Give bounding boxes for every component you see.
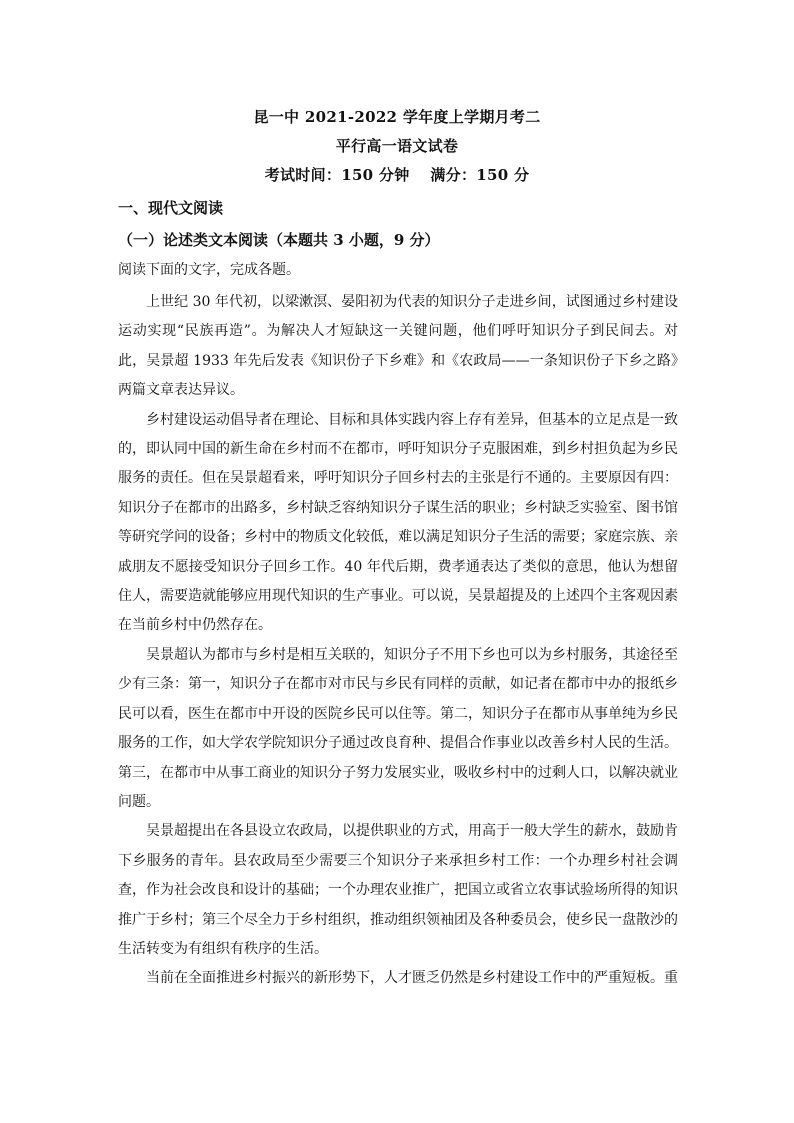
passage-paragraph-5: 当前在全面推进乡村振兴的新形势下，人才匮乏仍然是乡村建设工作中的严重短板。重 xyxy=(146,970,678,987)
section-subheading: （一）论述类文本阅读（本题共 3 小题，9 分） xyxy=(118,231,440,249)
exam-title: 昆一中 2021-2022 学年度上学期月考二 xyxy=(253,108,541,126)
reading-passage xyxy=(118,288,678,994)
exam-info: 考试时间：150 分钟 满分：150 分 xyxy=(264,166,530,184)
section-heading: 一、现代文阅读 xyxy=(118,199,224,217)
exam-subtitle: 平行高一语文试卷 xyxy=(335,137,459,155)
reading-instruction: 阅读下面的文字，完成各题。 xyxy=(118,262,300,278)
passage-paragraph-3: 吴景超认为都市与乡村是相互关联的，知识分子不用下乡也可以为乡村服务，其途径至少有三条：第一，知识分子在都市对市民与乡民有同样的贡献，如记者在都市中办的报纸乡民可以看，医生在都市中开设的医院乡民可以住等。第二，知识分子在都市从事单纯为乡民服务的工作，如大学农学院知识分子通过改良育种、提倡合作事业以改善乡村人民的生活。第三，在都市中从事工商业的知识分子努力发展实业，吸收乡村中的过剩人口，以解决就业问题。 xyxy=(118,646,678,810)
passage-paragraph-1: 上世纪 30 年代初，以梁漱溟、晏阳初为代表的知识分子走进乡间，试图通过乡村建设运动实现“民族再造”。为解决人才短缺这一关键问题，他们呼吁知识分子到民间去。对此，吴景超 1933 年先后发表《知识份子下乡难》和《农政局——一条知识份子下乡之路》两篇文章表达异议。 xyxy=(118,294,678,399)
passage-paragraph-4: 吴景超提出在各县设立农政局，以提供职业的方式，用高于一般大学生的薪水，鼓励肯下乡服务的青年。县农政局至少需要三个知识分子来承担乡村工作：一个办理乡村社会调查，作为社会改良和设计的基础；一个办理农业推广，把国立或省立农事试验场所得的知识推广于乡村；第三个尽全力于乡村组织，推动组织领袖团及各种委员会，使乡民一盘散沙的生活转变为有组织有秩序的生活。 xyxy=(118,823,678,957)
passage-paragraph-2: 乡村建设运动倡导者在理论、目标和具体实践内容上存有差异，但基本的立足点是一致的，即认同中国的新生命在乡村而不在都市，呼吁知识分子克服困难，到乡村担负起为乡民服务的责任。但在吴景超看来，呼吁知识分子回乡村去的主张是行不通的。主要原因有四：知识分子在都市的出路多，乡村缺乏容纳知识分子谋生活的职业；乡村缺乏实验室、图书馆等研究学问的设备；乡村中的物质文化较低，难以满足知识分子生活的需要；家庭宗族、亲戚朋友不愿接受知识分子回乡工作。40 年代后期，费孝通表达了类似的意思，他认为想留住人，需要造就能够应用现代知识的生产事业。可以说，吴景超提及的上述四个主客观因素在当前乡村中仍然存在。 xyxy=(118,411,678,634)
